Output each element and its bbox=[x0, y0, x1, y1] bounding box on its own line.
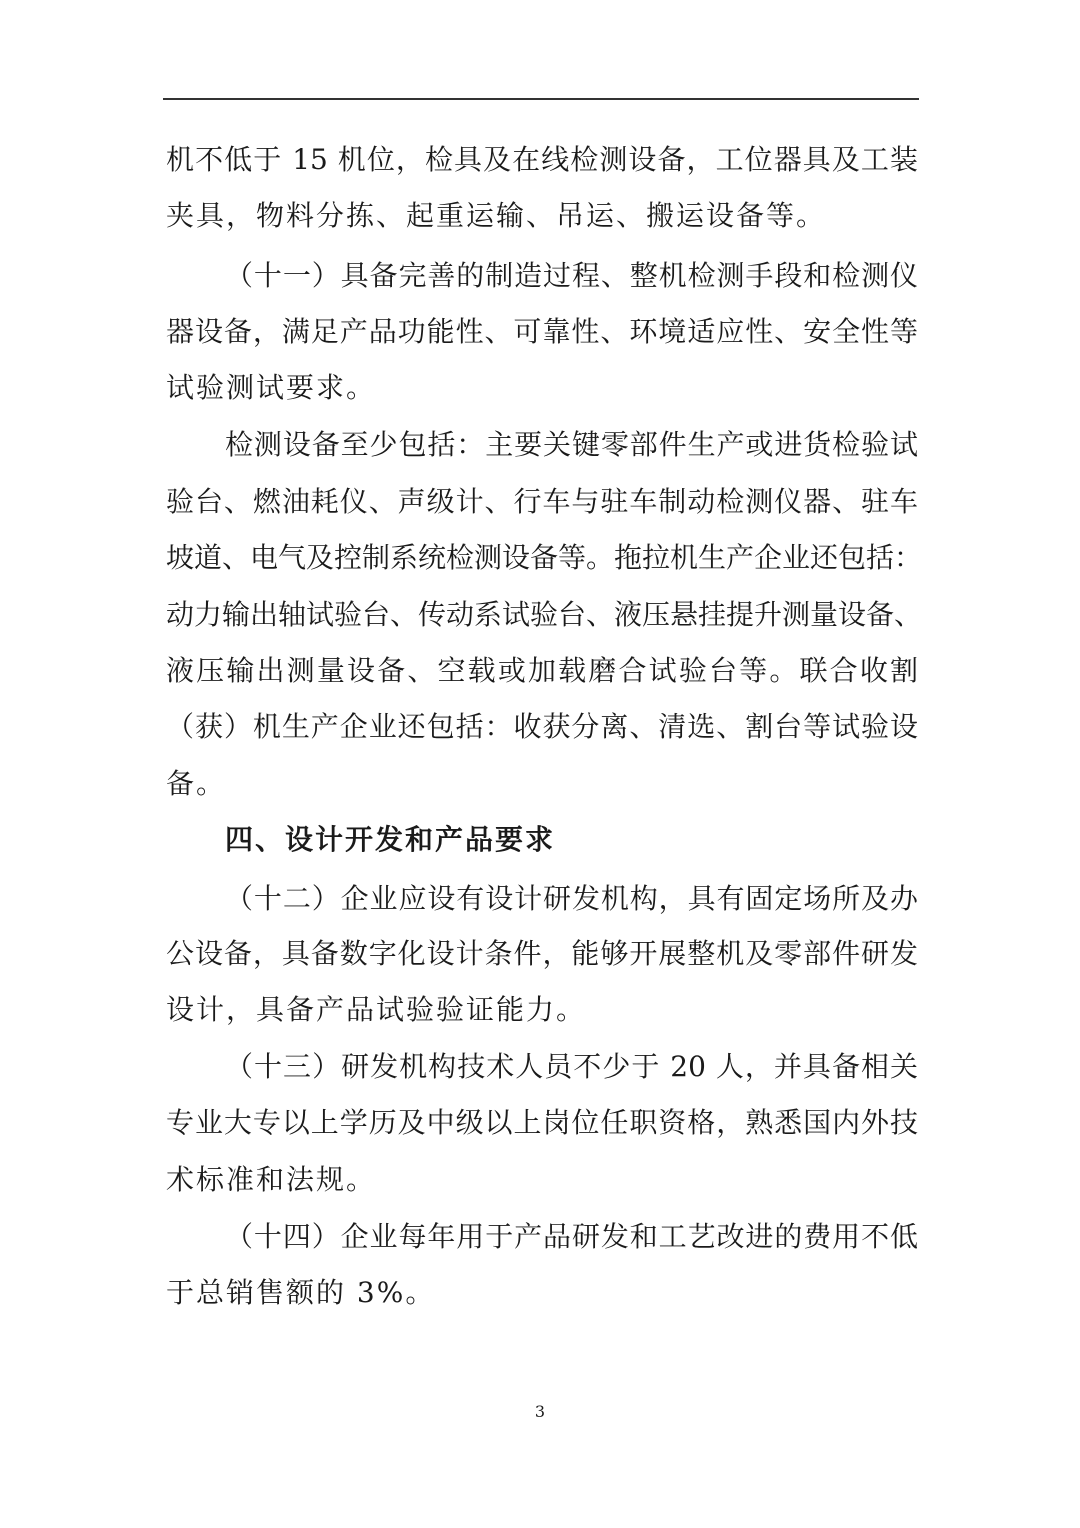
paragraph-13-start: （十三）研发机构技术人员不少于 20 人，并具备相关 bbox=[225, 1050, 918, 1083]
body-line: 术标准和法规。 bbox=[166, 1163, 377, 1196]
header-rule bbox=[163, 98, 919, 100]
body-line: （获）机生产企业还包括：收获分离、清选、割台等试验设 bbox=[166, 710, 918, 743]
paragraph-14-start: （十四）企业每年用于产品研发和工艺改进的费用不低 bbox=[225, 1220, 918, 1253]
body-line: 液压输出测量设备、空载或加载磨合试验台等。联合收割 bbox=[166, 654, 918, 687]
body-line: 试验测试要求。 bbox=[166, 371, 377, 404]
body-line: 设计，具备产品试验验证能力。 bbox=[166, 993, 587, 1026]
paragraph-11-start: （十一）具备完善的制造过程、整机检测手段和检测仪 bbox=[225, 259, 918, 292]
body-line: 备。 bbox=[166, 767, 227, 800]
section-heading: 四、设计开发和产品要求 bbox=[225, 823, 556, 856]
body-line: 验台、燃油耗仪、声级计、行车与驻车制动检测仪器、驻车 bbox=[166, 485, 918, 518]
body-line: 公设备，具备数字化设计条件，能够开展整机及零部件研发 bbox=[166, 937, 918, 970]
body-line: 器设备，满足产品功能性、可靠性、环境适应性、安全性等 bbox=[166, 315, 918, 348]
body-line: 坡道、电气及控制系统检测设备等。拖拉机生产企业还包括： bbox=[166, 541, 923, 574]
paragraph-12-start: （十二）企业应设有设计研发机构，具有固定场所及办 bbox=[225, 882, 918, 915]
body-line: 机不低于 15 机位，检具及在线检测设备，工位器具及工装 bbox=[166, 143, 918, 176]
paragraph-equipment-start: 检测设备至少包括：主要关键零部件生产或进货检验试 bbox=[225, 428, 918, 461]
body-line: 专业大专以上学历及中级以上岗位任职资格，熟悉国内外技 bbox=[166, 1106, 918, 1139]
body-line: 于总销售额的 3%。 bbox=[166, 1276, 436, 1309]
body-line: 动力输出轴试验台、传动系试验台、液压悬挂提升测量设备、 bbox=[166, 598, 923, 631]
body-line: 夹具，物料分拣、起重运输、吊运、搬运设备等。 bbox=[166, 199, 827, 232]
page-number: 3 bbox=[534, 1402, 546, 1421]
